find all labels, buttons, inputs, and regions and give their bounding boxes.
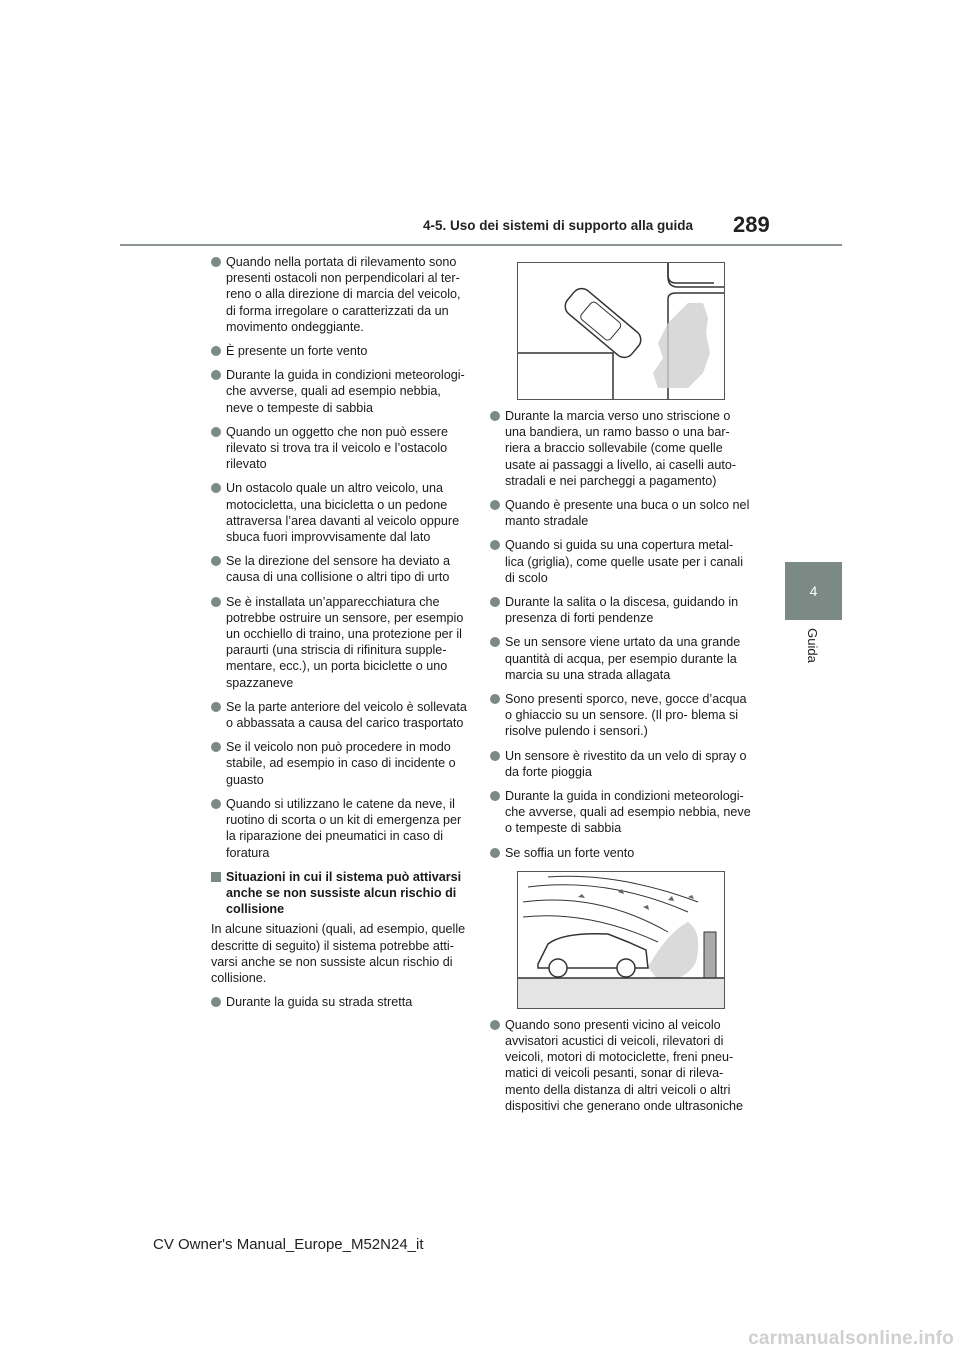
narrow-road-illustration bbox=[517, 262, 725, 400]
list-item: È presente un forte vento bbox=[211, 343, 469, 359]
footer-text: CV Owner's Manual_Europe_M52N24_it bbox=[153, 1236, 424, 1253]
list-item: Quando nella portata di rilevamento sono presenti ostacoli non perpendicolari al ter- reno o alla direzione di marcia del veicolo, di forma irregolare o caratterizzati da un movimento ondeggiante. bbox=[211, 254, 469, 335]
chapter-number: 4 bbox=[809, 583, 818, 599]
section-intro: In alcune situazioni (quali, ad esempio, quelle descritte di seguito) il sistema potrebbe atti- varsi anche se non sussiste alcun rischio di collisione. bbox=[211, 922, 466, 985]
list-item: Quando un oggetto che non può essere rilevato si trova tra il veicolo e l’ostacolo rilevato bbox=[211, 424, 469, 473]
list-item: Se soffia un forte vento bbox=[490, 845, 752, 861]
chapter-label-text: Guida bbox=[804, 627, 820, 663]
strong-wind-car-drawing bbox=[518, 876, 724, 1008]
chapter-tab[interactable] bbox=[785, 562, 842, 620]
list-item: Durante la guida su strada stretta bbox=[211, 994, 469, 1010]
list-item: Durante la guida in condizioni meteorologi- che avverse, quali ad esempio nebbia, neve o tempeste di sabbia bbox=[490, 788, 752, 837]
narrow-road-curb-drawing bbox=[518, 263, 724, 399]
list-item: Durante la marcia verso uno striscione o una bandiera, un ramo basso o una bar- riera a braccio sollevabile (come quelle usate ai passaggi a livello, ai caselli auto- stradali e nei parcheggi a pagamento) bbox=[490, 408, 752, 489]
list-item: Se la direzione del sensore ha deviato a causa di una collisione o altri tipo di urto bbox=[211, 553, 469, 585]
section-title: 4-5. Uso dei sistemi di supporto alla guida bbox=[423, 218, 694, 233]
list-item: Quando si guida su una copertura metal- lica (griglia), come quelle usate per i canali di scolo bbox=[490, 537, 752, 586]
right-column bbox=[490, 262, 752, 1122]
list-item: Un sensore è rivestito da un velo di spray o da forte pioggia bbox=[490, 748, 752, 780]
list-item: Se la parte anteriore del veicolo è sollevata o abbassata a causa del carico trasportato bbox=[211, 699, 469, 731]
section-heading: Situazioni in cui il sistema può attivarsi anche se non sussiste alcun rischio di collisione bbox=[211, 869, 469, 918]
list-item: Quando si utilizzano le catene da neve, il ruotino di scorta o un kit di emergenza per la riparazione dei pneumatici in caso di foratura bbox=[211, 796, 469, 861]
list-item: Durante la guida in condizioni meteorologi- che avverse, quali ad esempio nebbia, neve o tempeste di sabbia bbox=[211, 367, 469, 416]
watermark: carmanualsonline.info bbox=[748, 1328, 954, 1349]
page-number: 289 bbox=[733, 212, 770, 237]
left-bullets-a bbox=[211, 254, 469, 861]
list-item: Se il veicolo non può procedere in modo stabile, ad esempio in caso di incidente o guasto bbox=[211, 739, 469, 788]
list-item: Quando sono presenti vicino al veicolo avvisatori acustici di veicoli, rilevatori di veicoli, motori di motociclette, freni pneu- matici di veicoli pesanti, sonar di rileva- mento della distanza di altri veicoli o altri dispositivi che generano onde ultrasoniche bbox=[490, 1017, 752, 1114]
left-column bbox=[211, 254, 469, 1018]
list-item: Un ostacolo quale un altro veicolo, una motocicletta, una bicicletta o un pedone attraversa l’area davanti al veicolo oppure sbuca fuori improvvisamente dal lato bbox=[211, 480, 469, 545]
right-bullets-a bbox=[490, 408, 752, 861]
list-item: Se è installata un’apparecchiatura che potrebbe ostruire un sensore, per esempio un occhiello di traino, una protezione per il paraurti (una striscia di rifinitura supple- mentare, ecc.), un porta biciclette o uno spazzaneve bbox=[211, 594, 469, 691]
chapter-label bbox=[782, 620, 842, 670]
header-divider bbox=[120, 244, 842, 246]
list-item: Se un sensore viene urtato da una grande quantità di acqua, per esempio durante la marcia su una strada allagata bbox=[490, 634, 752, 683]
list-item: Sono presenti sporco, neve, gocce d’acqua o ghiaccio su un sensore. (Il pro- blema si risolve pulendo i sensori.) bbox=[490, 691, 752, 740]
list-item: Quando è presente una buca o un solco nel manto stradale bbox=[490, 497, 752, 529]
list-item: Durante la salita o la discesa, guidando in presenza di forti pendenze bbox=[490, 594, 752, 626]
strong-wind-illustration bbox=[517, 871, 725, 1009]
